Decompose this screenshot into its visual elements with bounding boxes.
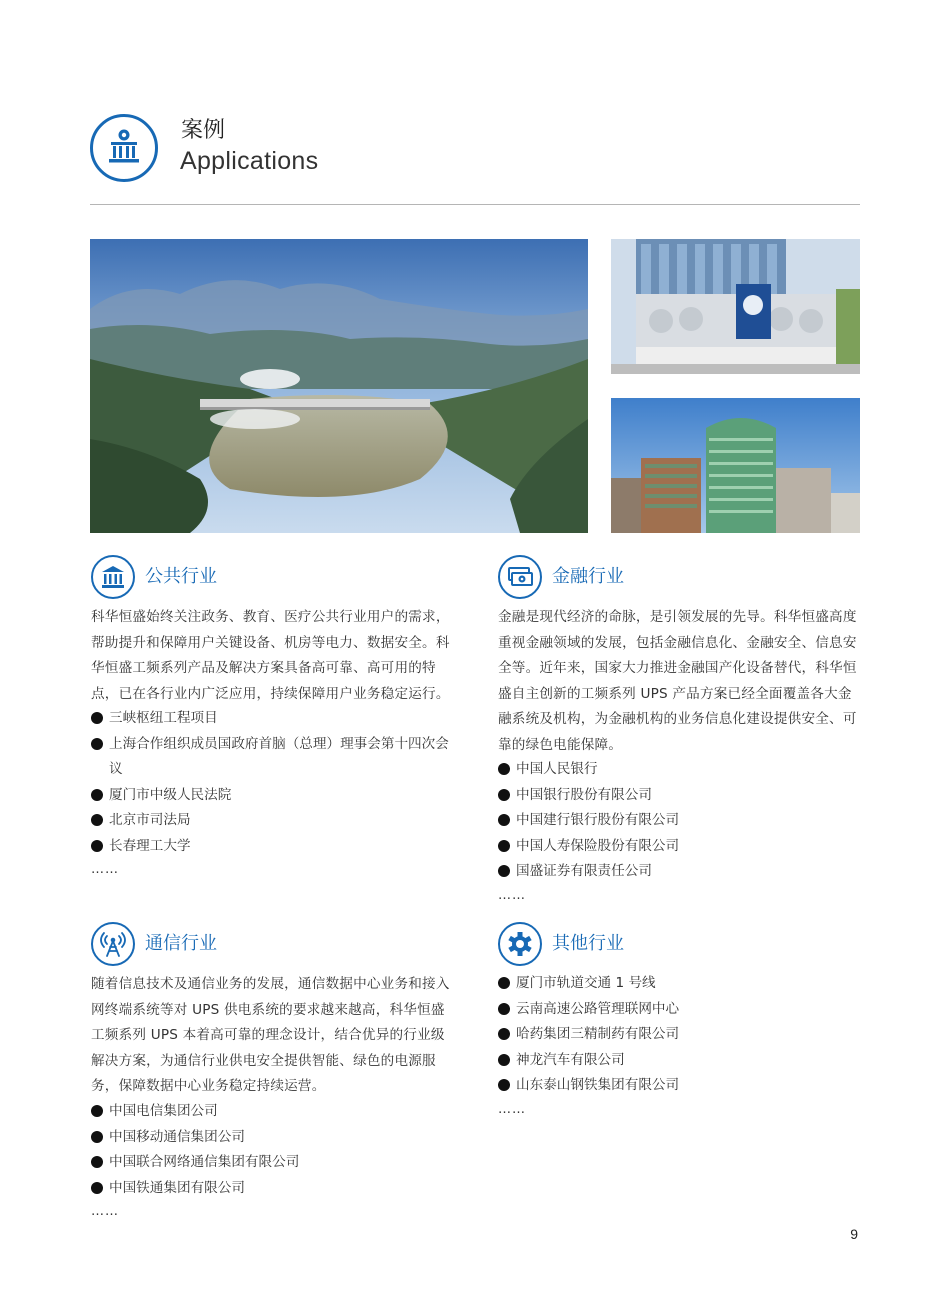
bullet-dot bbox=[91, 738, 103, 750]
bullet-dot bbox=[498, 840, 510, 852]
bullet-dot bbox=[498, 763, 510, 775]
list-item: 厦门市轨道交通 1 号线 bbox=[498, 971, 862, 997]
list-item: 厦门市中级人民法院 bbox=[91, 783, 455, 809]
other-sector-list bbox=[498, 971, 862, 1099]
finance-sector-list bbox=[498, 757, 862, 885]
bullet-dot bbox=[498, 1028, 510, 1040]
bullet-dot bbox=[498, 789, 510, 801]
page-subtitle: Applications bbox=[180, 147, 319, 175]
bullet-dot bbox=[91, 789, 103, 801]
telecom-sector-title: 通信行业 bbox=[145, 933, 217, 954]
list-item: 中国人民银行 bbox=[498, 757, 862, 783]
bullet-dot bbox=[91, 712, 103, 724]
list-item: 三峡枢纽工程项目 bbox=[91, 706, 455, 732]
page-number: 9 bbox=[850, 1226, 858, 1242]
header-divider bbox=[90, 204, 860, 205]
dam-photo bbox=[90, 239, 588, 533]
list-item: 神龙汽车有限公司 bbox=[498, 1048, 862, 1074]
list-item: 哈药集团三精制药有限公司 bbox=[498, 1022, 862, 1048]
bullet-dot bbox=[498, 1003, 510, 1015]
public-sector-text: 科华恒盛始终关注政务、教育、医疗公共行业用户的需求，帮助提升和保障用户关键设备、机房等电力、数据安全。科华恒盛工频系列产品及解决方案具备高可靠、高可用的特点，已在各行业内广泛应用，持续保障用户业务稳定运行。 bbox=[91, 609, 450, 702]
other-sector-more: …… bbox=[498, 1102, 526, 1117]
page-title: 案例 bbox=[181, 118, 226, 143]
list-item: 中国人寿保险股份有限公司 bbox=[498, 834, 862, 860]
bullet-dot bbox=[498, 977, 510, 989]
finance-sector-more: …… bbox=[498, 888, 526, 903]
list-item: 山东泰山钢铁集团有限公司 bbox=[498, 1073, 862, 1099]
list-item: 中国联合网络通信集团有限公司 bbox=[91, 1150, 455, 1176]
list-item: 中国电信集团公司 bbox=[91, 1099, 455, 1125]
bullet-dot bbox=[91, 1182, 103, 1194]
public-sector-list bbox=[91, 706, 455, 860]
list-item: 上海合作组织成员国政府首脑（总理）理事会第十四次会议 bbox=[91, 732, 455, 783]
list-item: 中国银行股份有限公司 bbox=[498, 783, 862, 809]
bank-building-photo bbox=[611, 239, 860, 374]
bullet-dot bbox=[498, 814, 510, 826]
bullet-dot bbox=[498, 1054, 510, 1066]
telecom-tower-icon bbox=[91, 922, 135, 966]
bullet-dot bbox=[498, 1079, 510, 1091]
header-bank-icon bbox=[90, 114, 158, 182]
telecom-sector-more: …… bbox=[91, 1204, 119, 1219]
list-item: 中国铁通集团有限公司 bbox=[91, 1176, 455, 1202]
finance-money-icon bbox=[498, 555, 542, 599]
list-item: 国盛证券有限责任公司 bbox=[498, 859, 862, 885]
public-sector-bank-icon bbox=[91, 555, 135, 599]
other-sector-title: 其他行业 bbox=[552, 933, 624, 954]
bullet-dot bbox=[91, 840, 103, 852]
list-item: 北京市司法局 bbox=[91, 808, 455, 834]
telecom-sector-list bbox=[91, 1099, 455, 1201]
other-sector-gear-icon bbox=[498, 922, 542, 966]
bullet-dot bbox=[91, 1156, 103, 1168]
list-item: 中国移动通信集团公司 bbox=[91, 1125, 455, 1151]
bullet-dot bbox=[91, 814, 103, 826]
bullet-dot bbox=[91, 1131, 103, 1143]
finance-sector-title: 金融行业 bbox=[552, 566, 624, 587]
telecom-sector-text: 随着信息技术及通信业务的发展，通信数据中心业务和接入网终端系统等对 UPS 供电系统的要求越来越高，科华恒盛工频系列 UPS 本着高可靠的理念设计，结合优异的行业级解决方案，为通信行业供电安全提供智能、绿色的电源服务，保障数据中心业务稳定持续运营。 bbox=[91, 976, 450, 1095]
skyscrapers-photo bbox=[611, 398, 860, 533]
bullet-dot bbox=[91, 1105, 103, 1117]
list-item: 云南高速公路管理联网中心 bbox=[498, 997, 862, 1023]
finance-sector-text: 金融是现代经济的命脉，是引领发展的先导。科华恒盛高度重视金融领域的发展，包括金融信息化、金融安全、信息安全等。近年来，国家大力推进金融国产化设备替代，科华恒盛自主创新的工频系列 UPS 产品方案已经全面覆盖各大金融系统及机构，为金融机构的业务信息化建设提供安全、可靠的绿色电能保障。 bbox=[498, 609, 857, 753]
bullet-dot bbox=[498, 865, 510, 877]
public-sector-title: 公共行业 bbox=[145, 566, 217, 587]
public-sector-more: …… bbox=[91, 862, 119, 877]
list-item: 中国建行银行股份有限公司 bbox=[498, 808, 862, 834]
list-item: 长春理工大学 bbox=[91, 834, 455, 860]
